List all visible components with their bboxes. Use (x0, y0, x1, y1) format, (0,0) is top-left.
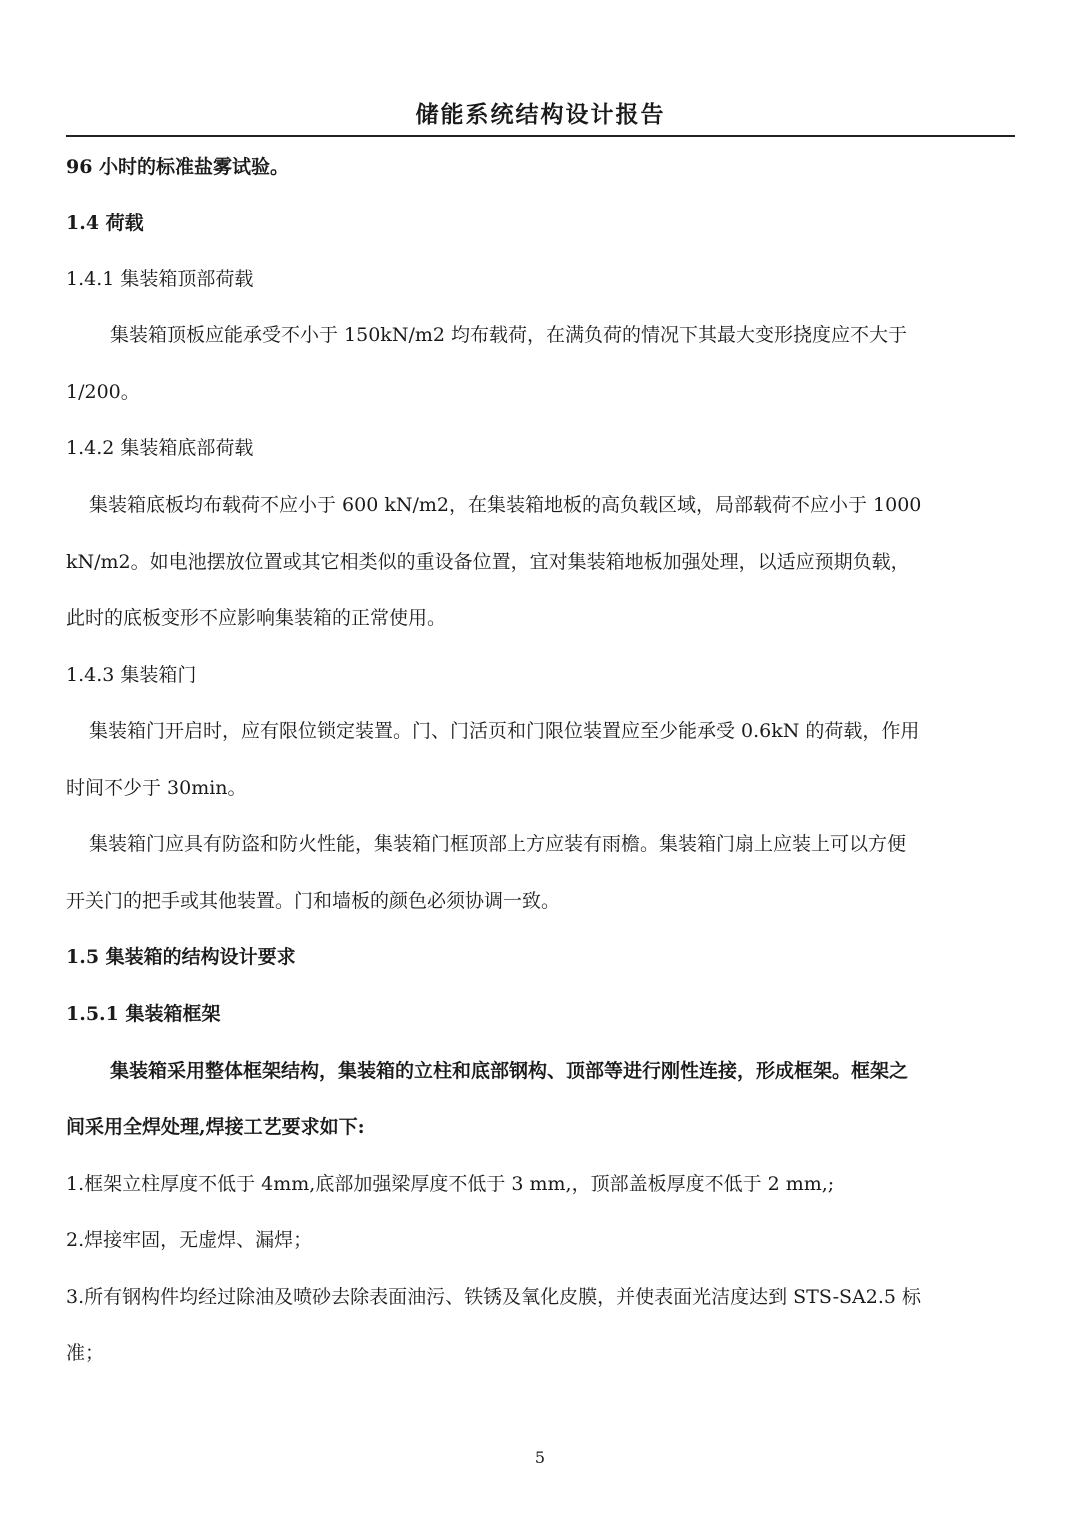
page-header-title: 储能系统结构设计报告 (415, 101, 666, 128)
body-line: 集装箱门应具有防盗和防火性能，集装箱门框顶部上方应装有雨檐。集装箱门扇上应装上可以方便 (89, 833, 907, 855)
section-heading: 1.4 荷载 (66, 212, 144, 234)
list-item: 3.所有钢构件均经过除油及喷砂去除表面油污、铁锈及氧化皮膜，并使表面光洁度达到 STS-SA2.5 标 (66, 1286, 921, 1308)
header-divider (66, 135, 1015, 137)
body-line: 1/200。 (66, 381, 140, 403)
body-line: 集装箱底板均布载荷不应小于 600 kN/m2，在集装箱地板的高负载区域，局部载荷不应小于 1000 (89, 494, 922, 516)
list-item: 2.焊接牢固，无虚焊、漏焊； (66, 1229, 313, 1251)
body-line: 集装箱顶板应能承受不小于 150kN/m2 均布载荷，在满负荷的情况下其最大变形挠度应不大于 (110, 324, 907, 346)
section-heading: 1.5 集装箱的结构设计要求 (66, 946, 296, 968)
body-line: 96 小时的标准盐雾试验。 (66, 156, 290, 178)
list-item-continuation: 准； (66, 1342, 105, 1364)
body-line: 间采用全焊处理,焊接工艺要求如下: (66, 1116, 365, 1138)
subsection-heading: 1.4.2 集装箱底部荷载 (66, 437, 254, 459)
body-line: 集装箱采用整体框架结构，集装箱的立柱和底部钢构、顶部等进行刚性连接，形成框架。框架之 (110, 1060, 909, 1082)
body-line: kN/m2。如电池摆放位置或其它相类似的重设备位置，宜对集装箱地板加强处理，以适应预期负载， (66, 551, 910, 573)
subsection-heading: 1.4.1 集装箱顶部荷载 (66, 268, 254, 290)
list-item: 1.框架立柱厚度不低于 4mm,底部加强梁厚度不低于 3 mm,，顶部盖板厚度不低于 2 mm,; (66, 1173, 835, 1195)
body-line: 时间不少于 30min。 (66, 777, 247, 799)
body-line: 集装箱门开启时，应有限位锁定装置。门、门活页和门限位装置应至少能承受 0.6kN 的荷载，作用 (89, 720, 920, 742)
subsection-heading: 1.4.3 集装箱门 (66, 664, 197, 686)
subsection-heading: 1.5.1 集装箱框架 (66, 1003, 221, 1025)
page-number: 5 (534, 1448, 546, 1467)
body-line: 开关门的把手或其他装置。门和墙板的颜色必须协调一致。 (66, 890, 561, 912)
body-line: 此时的底板变形不应影响集装箱的正常使用。 (66, 607, 447, 629)
